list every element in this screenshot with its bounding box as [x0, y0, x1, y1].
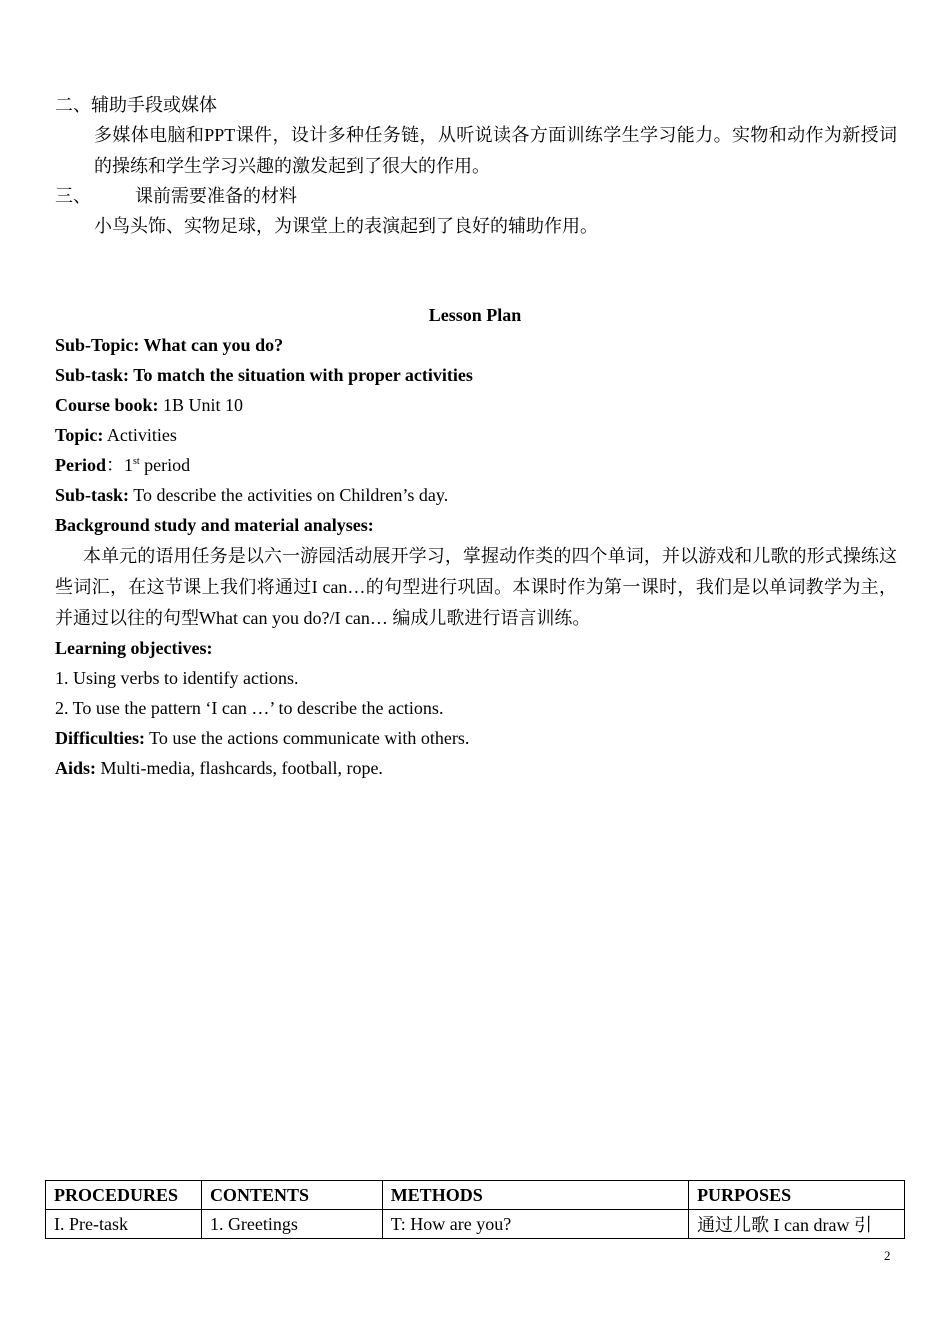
- header-contents: CONTENTS: [201, 1181, 382, 1210]
- period: [55, 450, 190, 480]
- course-book: [55, 390, 243, 420]
- sub-task-main: Sub-task: To match the situation with proper activities: [55, 365, 473, 385]
- topic-value: Activities: [103, 425, 177, 445]
- section3-title: 课前需要准备的材料: [135, 186, 297, 206]
- cell-purpose: 通过儿歌 I can draw 引: [689, 1210, 905, 1239]
- cell-procedure: I. Pre-task: [46, 1210, 202, 1239]
- period-label: Period: [55, 455, 106, 475]
- aids-label: Aids:: [55, 758, 97, 778]
- sub-topic: Sub-Topic: What can you do?: [55, 335, 284, 355]
- page-number: 2: [884, 1248, 891, 1263]
- table-row: [46, 1210, 905, 1239]
- header-procedures: PROCEDURES: [46, 1181, 202, 1210]
- period-colon: ：: [106, 455, 124, 475]
- difficulties-label: Difficulties:: [55, 728, 145, 748]
- sub-task-label: Sub-task:: [55, 485, 130, 505]
- header-purposes: PURPOSES: [689, 1181, 905, 1210]
- cell-method: T: How are you?: [382, 1210, 688, 1239]
- objectives-heading: Learning objectives:: [55, 638, 213, 658]
- section3-heading: [55, 181, 297, 211]
- aids-value: Multi-media, flashcards, football, rope.: [96, 758, 383, 778]
- background-heading: Background study and material analyses:: [55, 515, 374, 535]
- period-ordinal: st: [133, 456, 140, 467]
- section3-paragraph: 小鸟头饰、实物足球，为课堂上的表演起到了良好的辅助作用。: [94, 216, 598, 236]
- cell-content: 1. Greetings: [201, 1210, 382, 1239]
- objective-1: 1. Using verbs to identify actions.: [55, 668, 299, 688]
- header-methods: METHODS: [382, 1181, 688, 1210]
- table-header-row: [46, 1181, 905, 1210]
- course-book-label: Course book:: [55, 395, 159, 415]
- section3-number: 三、: [55, 186, 91, 206]
- period-number: 1: [124, 455, 133, 475]
- procedures-table: [45, 1180, 905, 1239]
- lesson-plan-title: Lesson Plan: [428, 305, 522, 325]
- course-book-value: 1B Unit 10: [158, 395, 244, 415]
- difficulties-value: To use the actions communicate with others.: [144, 728, 470, 748]
- aids: [55, 753, 383, 783]
- sub-task: [55, 480, 448, 510]
- topic: [55, 420, 177, 450]
- section2-heading: 二、辅助手段或媒体: [55, 95, 217, 115]
- objective-2: 2. To use the pattern ‘I can …’ to describe the actions.: [55, 698, 444, 718]
- sub-task-value: To describe the activities on Children’s day.: [129, 485, 449, 505]
- topic-label: Topic:: [55, 425, 104, 445]
- period-text: period: [139, 455, 191, 475]
- difficulties: [55, 723, 469, 753]
- section2-paragraph: 多媒体电脑和PPT课件，设计多种任务链，从听说读各方面训练学生学习能力。实物和动作为新授词的操练和学生学习兴趣的激发起到了很大的作用。: [94, 125, 897, 176]
- background-paragraph: 本单元的语用任务是以六一游园活动展开学习，掌握动作类的四个单词，并以游戏和儿歌的形式操练这些词汇，在这节课上我们将通过I can…的句型进行巩固。本课时作为第一课时，我们是以单词教学为主，并通过以往的句型What can you do?/I can… 编成儿歌进行语言训练。: [55, 546, 897, 628]
